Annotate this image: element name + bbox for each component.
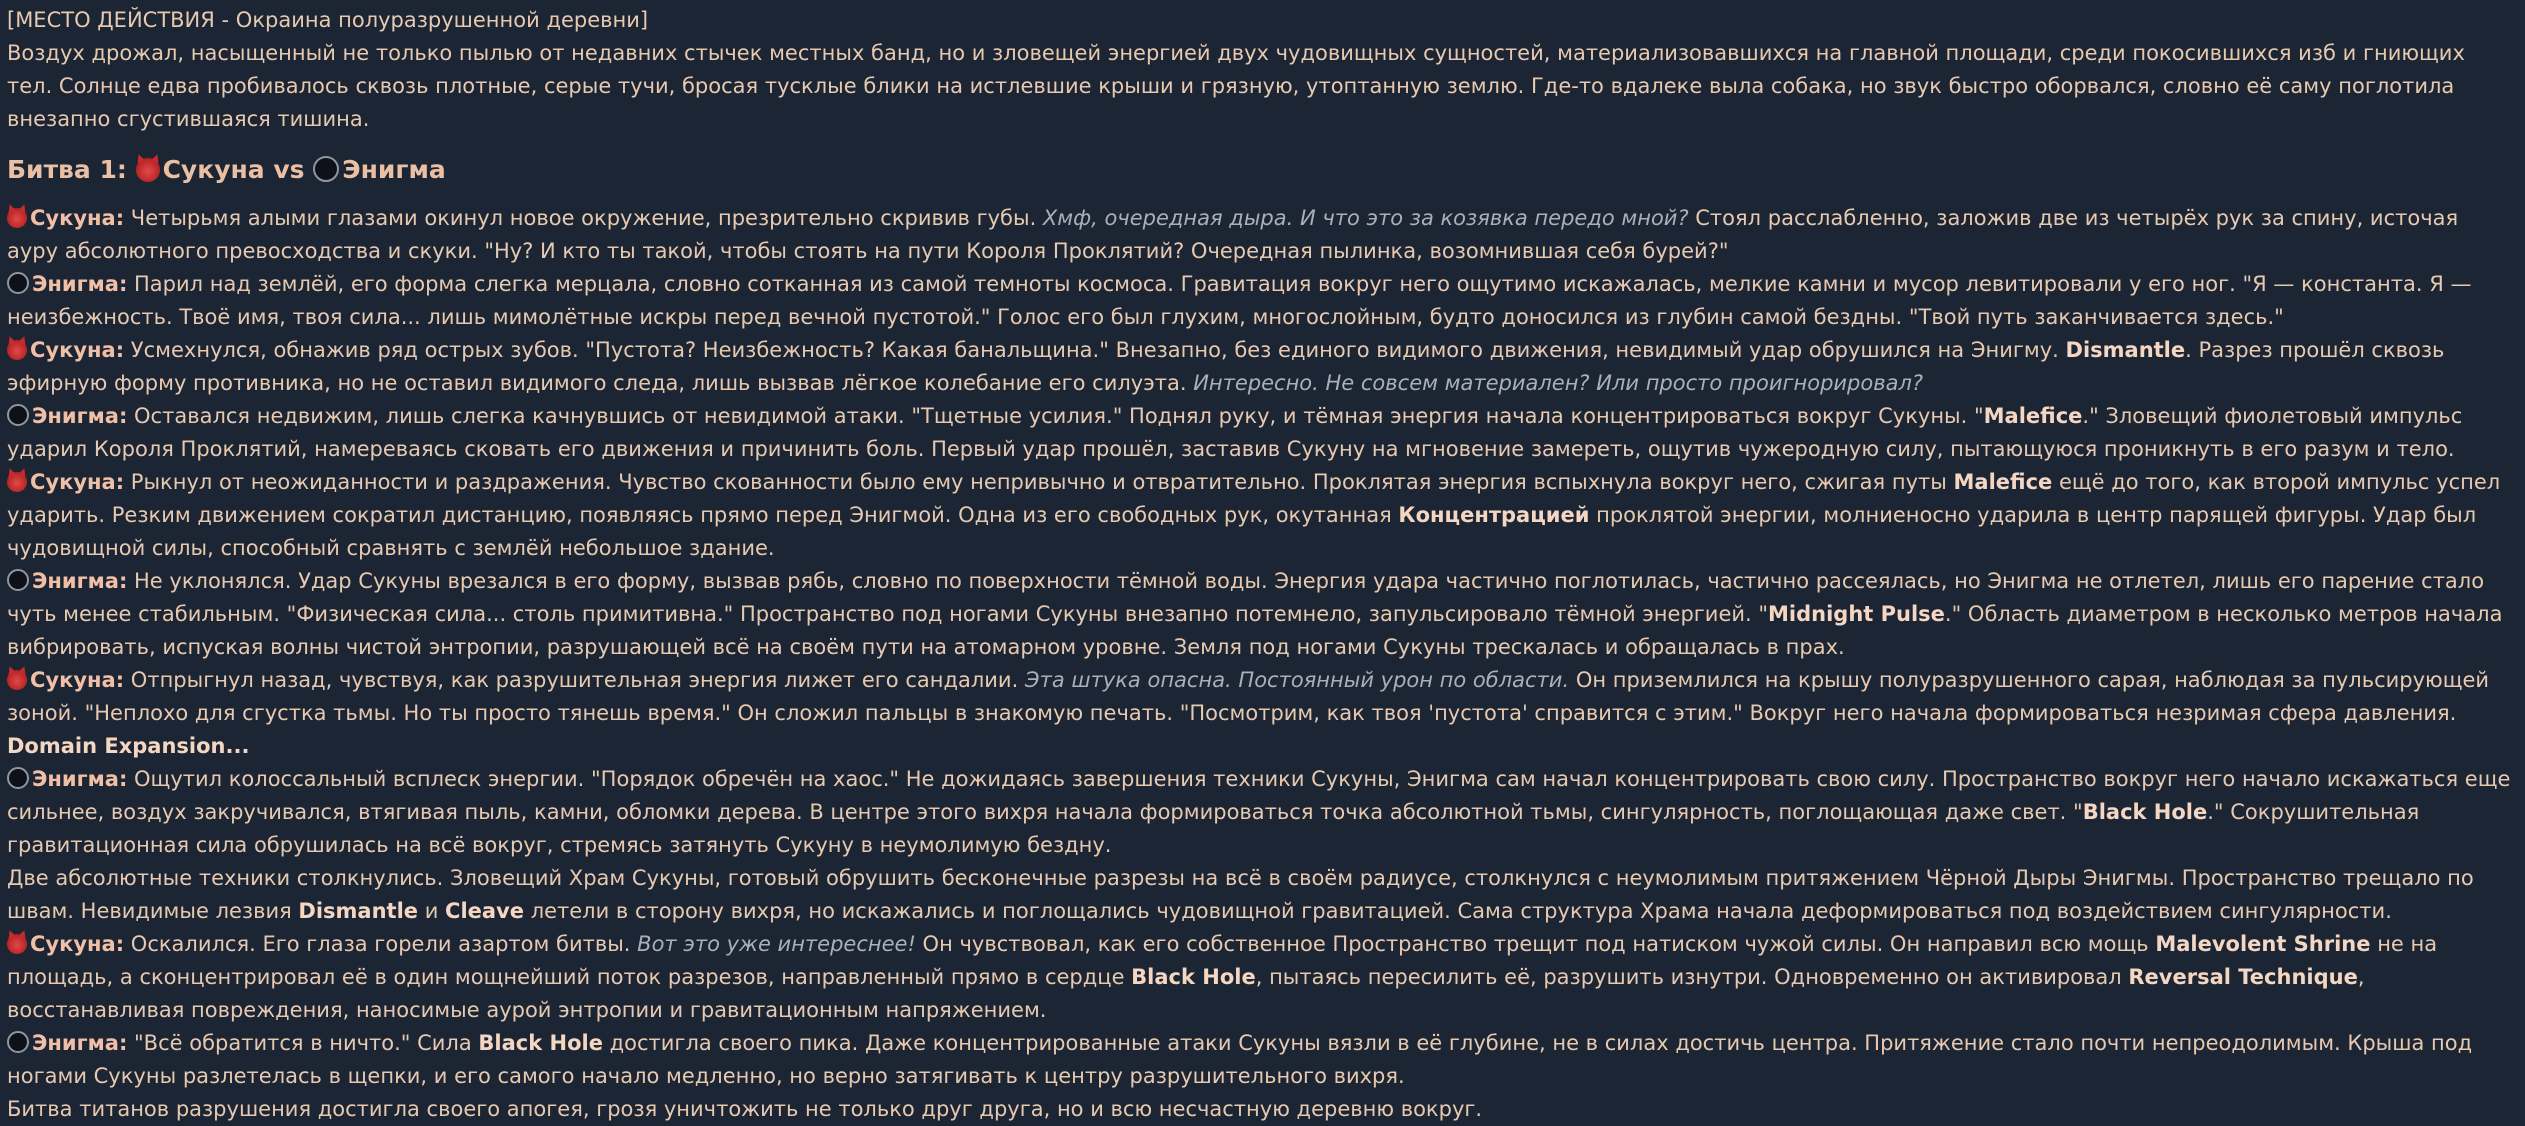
speaker-label: Энигма:	[32, 404, 128, 428]
technique-name: Malevolent Shrine	[2155, 932, 2371, 956]
turn-text: Четырьмя алыми глазами окинул новое окружение, презрительно скривив губы.	[124, 206, 1043, 230]
speaker-label: Сукуна:	[30, 470, 125, 494]
chat-message	[7, 4, 2512, 1126]
black-circle-icon	[313, 156, 339, 182]
black-circle-icon	[7, 569, 29, 591]
scene-title: [МЕСТО ДЕЙСТВИЯ - Окраина полуразрушенной деревни]	[7, 8, 649, 32]
turn-text: , пытаясь пересилить её, разрушить изнутри. Одновременно он активировал	[1255, 965, 2129, 989]
turn-text: проклятой энергии, молниеносно ударила в центр парящей фигуры. Удар был чудовищной силы, способный сравнять с землёй небольшое здание.	[7, 503, 2477, 560]
turn-enigma	[7, 763, 2512, 862]
turn-text: Не уклонялся. Удар Сукуны врезался в его форму, вызвав рябь, словно по поверхности тёмной воды. Энергия удара частично поглотилась, частично рассеялась, но Энигма не отлетел, лишь его парение стало чуть менее стабильным. "Физическая сила... столь примитивна." Пространство под ногами Сукуны внезапно потемнело, запульсировало тёмной энергией. "	[7, 569, 2485, 626]
turn-enigma	[7, 1027, 2512, 1093]
technique-name: Midnight Pulse	[1768, 602, 1945, 626]
turn-text: ещё до того, как второй импульс успел ударить. Резким движением сократил дистанцию, появляясь прямо перед Энигмой. Одна из его свободных рук, окутанная	[7, 470, 2501, 527]
turn-text: достигла своего пика. Даже концентрированные атаки Сукуны вязли в её глубине, не в силах достичь центра. Притяжение стало почти непреодолимым. Крыша под ногами Сукуны разлетелась в щепки, и его самого начало медленно, но верно затягивать к центру разрушительного вихря.	[7, 1031, 2473, 1088]
technique-name: Reversal Technique	[2128, 965, 2358, 989]
black-circle-icon	[7, 404, 29, 426]
turn-text: Две абсолютные техники столкнулись. Зловещий Храм Сукуны, готовый обрушить бесконечные разрезы на всё в своём радиусе, столкнулся с неумолимым притяжением Чёрной Дыры Энигмы. Пространство трещало по швам. Невидимые лезвия	[7, 866, 2474, 923]
technique-name: Cleave	[445, 899, 525, 923]
turn-text: Рыкнул от неожиданности и раздражения. Чувство скованности было ему непривычно и отвратительно. Проклятая энергия вспыхнула вокруг него, сжигая путы	[124, 470, 1954, 494]
devil-face-icon	[7, 340, 27, 360]
technique-name: Domain Expansion...	[7, 734, 250, 758]
turn-sukuna	[7, 466, 2512, 565]
narration-paragraph	[7, 862, 2512, 928]
turn-text: и	[418, 899, 446, 923]
turn-text: Ощутил колоссальный всплеск энергии. "Порядок обречён на хаос." Не дожидаясь завершения техники Сукуны, Энигма сам начал концентрировать свою силу. Пространство вокруг него начало искажаться еще сильнее, воздух закручивался, втягивая пыль, камни, обломки дерева. В центре этого вихря начала формироваться точка абсолютной тьмы, сингулярность, поглощающая даже свет. "	[7, 767, 2511, 824]
speaker-label: Сукуна:	[30, 932, 125, 956]
narration-paragraph	[7, 1093, 2512, 1126]
speaker-label: Энигма:	[32, 272, 128, 296]
technique-name: Dismantle	[2065, 338, 2186, 362]
technique-name: Концентрацией	[1398, 503, 1590, 527]
devil-face-icon	[136, 158, 160, 182]
turn-sukuna	[7, 928, 2512, 1027]
turn-text: Битва титанов разрушения достигла своего апогея, грозя уничтожить не только друг друга, но и всю несчастную деревню вокруг.	[7, 1097, 1483, 1121]
devil-face-icon	[7, 208, 27, 228]
technique-name: Malefice	[1953, 470, 2053, 494]
speaker-label: Сукуна:	[30, 338, 125, 362]
fighter1-name: Сукуна	[162, 155, 265, 184]
inner-thought: Хмф, очередная дыра. И что это за козявка передо мной?	[1042, 206, 1689, 230]
speaker-label: Энигма:	[32, 767, 128, 791]
devil-face-icon	[7, 670, 27, 690]
inner-thought: Эта штука опасна. Постоянный урон по области.	[1024, 668, 1570, 692]
devil-face-icon	[7, 472, 27, 492]
turn-text: летели в сторону вихря, но искажались и поглощались чудовищной гравитацией. Сама структура Храма начала деформироваться под воздействием сингулярности.	[524, 899, 2392, 923]
technique-name: Malefice	[1983, 404, 2083, 428]
turn-text: Он чувствовал, как его собственное Пространство трещит под натиском чужой силы. Он направил всю мощь	[915, 932, 2156, 956]
technique-name: Black Hole	[1131, 965, 1256, 989]
black-circle-icon	[7, 1031, 29, 1053]
technique-name: Black Hole	[2082, 800, 2208, 824]
turn-text: Отпрыгнул назад, чувствуя, как разрушительная энергия лижет его сандалии.	[124, 668, 1025, 692]
fighter2-name: Энигма	[342, 155, 446, 184]
inner-thought: Вот это уже интереснее!	[637, 932, 916, 956]
turn-enigma	[7, 268, 2512, 334]
turn-sukuna	[7, 334, 2512, 400]
technique-name: Black Hole	[478, 1031, 603, 1055]
black-circle-icon	[7, 767, 29, 789]
devil-face-icon	[7, 934, 27, 954]
turn-text: Оскалился. Его глаза горели азартом битвы.	[124, 932, 638, 956]
battle-log	[7, 202, 2512, 1126]
turn-text: не на площадь, а сконцентрировал её в один мощнейший поток разрезов, направленный прямо в сердце	[7, 932, 2438, 989]
turn-text: "Всё обратится в ничто." Сила	[127, 1031, 479, 1055]
turn-enigma	[7, 400, 2512, 466]
turn-text: Оставался недвижим, лишь слегка качнувшись от невидимой атаки. "Тщетные усилия." Поднял руку, и тёмная энергия начала концентрироваться вокруг Сукуны. "	[127, 404, 1984, 428]
turn-text: . Разрез прошёл сквозь эфирную форму противника, но не оставил видимого следа, лишь вызвав лёгкое колебание его силуэта.	[7, 338, 2445, 395]
scene-description: Воздух дрожал, насыщенный не только пылью от недавних стычек местных банд, но и зловещей энергией двух чудовищных сущностей, материализовавшихся на главной площади, среди покосившихся изб и гниющих тел. Солнце едва пробивалось сквозь плотные, серые тучи, бросая тусклые блики на истлевшие крыши и грязную, утоптанную землю. Где-то вдалеке выла собака, но звук быстро оборвался, словно её саму поглотила внезапно сгустившаяся тишина.	[7, 41, 2465, 131]
turn-sukuna	[7, 202, 2512, 268]
turn-text: ." Сокрушительная гравитационная сила обрушилась на всё вокруг, стремясь затянуть Сукуну в неумолимую бездну.	[7, 800, 2420, 857]
battle-heading	[7, 151, 2512, 189]
battle-prefix: Битва 1:	[7, 155, 127, 184]
speaker-label: Сукуна:	[30, 206, 125, 230]
turn-text: ." Зловещий фиолетовый импульс ударил Короля Проклятий, намереваясь сковать его движения и причинить боль. Первый удар прошёл, заставив Сукуну на мгновение замереть, ощутив чужеродную силу, пытающуюся проникнуть в его разум и тело.	[7, 404, 2463, 461]
speaker-label: Энигма:	[32, 569, 128, 593]
inner-thought: Интересно. Не совсем материален? Или просто проигнорировал?	[1193, 371, 1924, 395]
turn-enigma	[7, 565, 2512, 664]
vs-label: vs	[273, 155, 305, 184]
turn-text: Он приземлился на крышу полуразрушенного сарая, наблюдая за пульсирующей зоной. "Неплохо для сгустка тьмы. Но ты просто тянешь время." Он сложил пальцы в знакомую печать. "Посмотрим, как твоя 'пустота' справится с этим." Вокруг него начала формироваться незримая сфера давления.	[7, 668, 2490, 725]
turn-sukuna	[7, 664, 2512, 763]
technique-name: Dismantle	[298, 899, 419, 923]
speaker-label: Сукуна:	[30, 668, 125, 692]
speaker-label: Энигма:	[32, 1031, 128, 1055]
turn-text: Стоял расслабленно, заложив две из четырёх рук за спину, источая ауру абсолютного превосходства и скуки. "Ну? И кто ты такой, чтобы стоять на пути Короля Проклятий? Очередная пылинка, возомнившая себя бурей?"	[7, 206, 2459, 263]
black-circle-icon	[7, 272, 29, 294]
turn-text: ." Область диаметром в несколько метров начала вибрировать, испуская волны чистой энтропии, разрушающей всё на своём пути на атомарном уровне. Земля под ногами Сукуны трескалась и обращалась в прах.	[7, 602, 2503, 659]
turn-text: , восстанавливая повреждения, наносимые аурой энтропии и гравитационным напряжением.	[7, 965, 2365, 1022]
turn-text: Парил над землёй, его форма слегка мерцала, словно сотканная из самой темноты космоса. Гравитация вокруг него ощутимо искажалась, мелкие камни и мусор левитировали у его ног. "Я — константа. Я — неизбежность. Твоё имя, твоя сила... лишь мимолётные искры перед вечной пустотой." Голос его был глухим, многослойным, будто доносился из глубин самой бездны. "Твой путь заканчивается здесь."	[7, 272, 2472, 329]
turn-text: Усмехнулся, обнажив ряд острых зубов. "Пустота? Неизбежность? Какая банальщина." Внезапно, без единого видимого движения, невидимый удар обрушился на Энигму.	[124, 338, 2066, 362]
